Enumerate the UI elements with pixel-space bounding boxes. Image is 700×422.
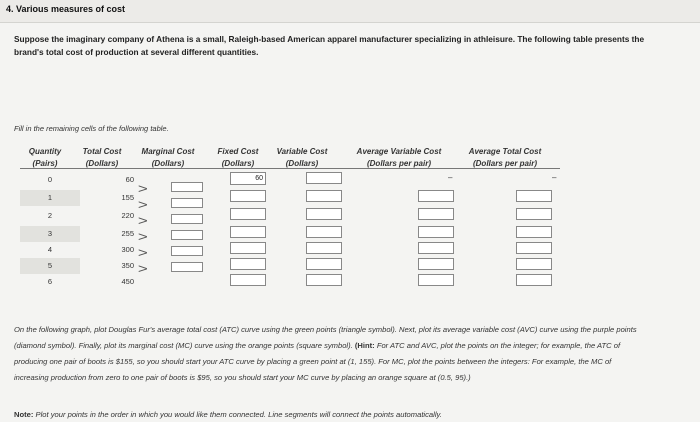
question-header [0, 0, 700, 23]
intro-text: Suppose the imaginary company of Athena is a small, Raleigh-based American apparel manufacturer specializing in athleisure. The following table presents the brand's total cost of production at several different quantities. [14, 34, 645, 57]
marginal-cost-input[interactable] [171, 230, 203, 240]
header-atc: Average Total Cost (Dollars per pair) [468, 147, 542, 168]
avc-input[interactable] [418, 226, 454, 238]
total-cost-cell: 220 [121, 211, 134, 220]
total-cost-cell: 60 [125, 175, 134, 184]
header-variable-cost: Variable Cost (Dollars) [276, 147, 328, 168]
avc-input[interactable] [418, 274, 454, 286]
marginal-cost-input[interactable] [171, 182, 203, 192]
variable-cost-input[interactable] [306, 242, 342, 254]
fixed-cost-input[interactable] [230, 258, 266, 270]
table-header-divider [20, 168, 560, 169]
fixed-cost-input[interactable] [230, 226, 266, 238]
atc-input[interactable] [516, 242, 552, 254]
quantity-cell: 5 [20, 258, 80, 274]
hint-label: (Hint: [354, 341, 375, 350]
avc-dash: – [448, 173, 453, 182]
total-cost-cell: 300 [121, 245, 134, 254]
quantity-cell: 3 [20, 226, 80, 242]
question-title: 4. Various measures of cost [6, 4, 126, 14]
note-text: Note: Plot your points in the order in which you would like them connected. Line segments will connect the points automatically. [14, 410, 442, 419]
instruction-text: Fill in the remaining cells of the following table. [14, 124, 169, 133]
avc-input[interactable] [418, 258, 454, 270]
atc-input[interactable] [516, 226, 552, 238]
chevron-right-icon: > [137, 213, 148, 228]
chevron-right-icon: > [137, 229, 148, 244]
header-fixed-cost: Fixed Cost (Dollars) [217, 147, 259, 168]
avc-input[interactable] [418, 190, 454, 202]
total-cost-cell: 155 [121, 193, 134, 202]
fixed-cost-input[interactable] [230, 274, 266, 286]
marginal-cost-input[interactable] [171, 246, 203, 256]
marginal-cost-input[interactable] [171, 198, 203, 208]
variable-cost-input[interactable] [306, 172, 342, 184]
quantity-cell: 2 [47, 211, 53, 220]
chevron-right-icon: > [137, 245, 148, 260]
quantity-cell: 6 [47, 277, 53, 286]
avc-input[interactable] [418, 208, 454, 220]
quantity-cell: 1 [20, 190, 80, 206]
fixed-cost-input[interactable] [230, 208, 266, 220]
fixed-cost-input[interactable] [230, 190, 266, 202]
atc-input[interactable] [516, 208, 552, 220]
atc-input[interactable] [516, 190, 552, 202]
total-cost-cell: 450 [121, 277, 134, 286]
graph-instructions: On the following graph, plot Douglas Fur's average total cost (ATC) curve using the green points (triangle symbol). Next, plot its average variable cost (AVC) curve using the purple points (diamond symbol). Finally, plot its marginal cost (MC) curve using the orange points (square symbol). (Hint: For ATC and AVC, plot the points on the integer; for example, the ATC of producing one pair of boots is $155, so you should start your ATC curve by placing a green point at (1, 155). For MC, plot the points between the integers: For example, the MC of increasing production from zero to one pair of boots is $95, so you should start your MC curve by placing an orange square at (0.5, 95).) [14, 325, 637, 382]
chevron-right-icon: > [137, 181, 148, 196]
header-avc: Average Variable Cost (Dollars per pair) [356, 147, 442, 168]
header-marginal-cost: Marginal Cost (Dollars) [141, 147, 195, 168]
fixed-cost-input[interactable] [230, 242, 266, 254]
header-total-cost: Total Cost (Dollars) [82, 147, 122, 168]
variable-cost-input[interactable] [306, 190, 342, 202]
atc-input[interactable] [516, 274, 552, 286]
header-quantity: Quantity (Pairs) [28, 147, 62, 168]
marginal-cost-input[interactable] [171, 262, 203, 272]
avc-input[interactable] [418, 242, 454, 254]
atc-input[interactable] [516, 258, 552, 270]
quantity-cell: 0 [47, 175, 53, 184]
marginal-cost-input[interactable] [171, 214, 203, 224]
variable-cost-input[interactable] [306, 208, 342, 220]
total-cost-cell: 255 [121, 229, 134, 238]
total-cost-cell: 350 [121, 261, 134, 270]
chevron-right-icon: > [137, 261, 148, 276]
variable-cost-input[interactable] [306, 274, 342, 286]
variable-cost-input[interactable] [306, 226, 342, 238]
chevron-right-icon: > [137, 197, 148, 212]
quantity-cell: 4 [47, 245, 53, 254]
atc-dash: – [552, 173, 557, 182]
variable-cost-input[interactable] [306, 258, 342, 270]
fixed-cost-given: 60 [230, 172, 266, 185]
